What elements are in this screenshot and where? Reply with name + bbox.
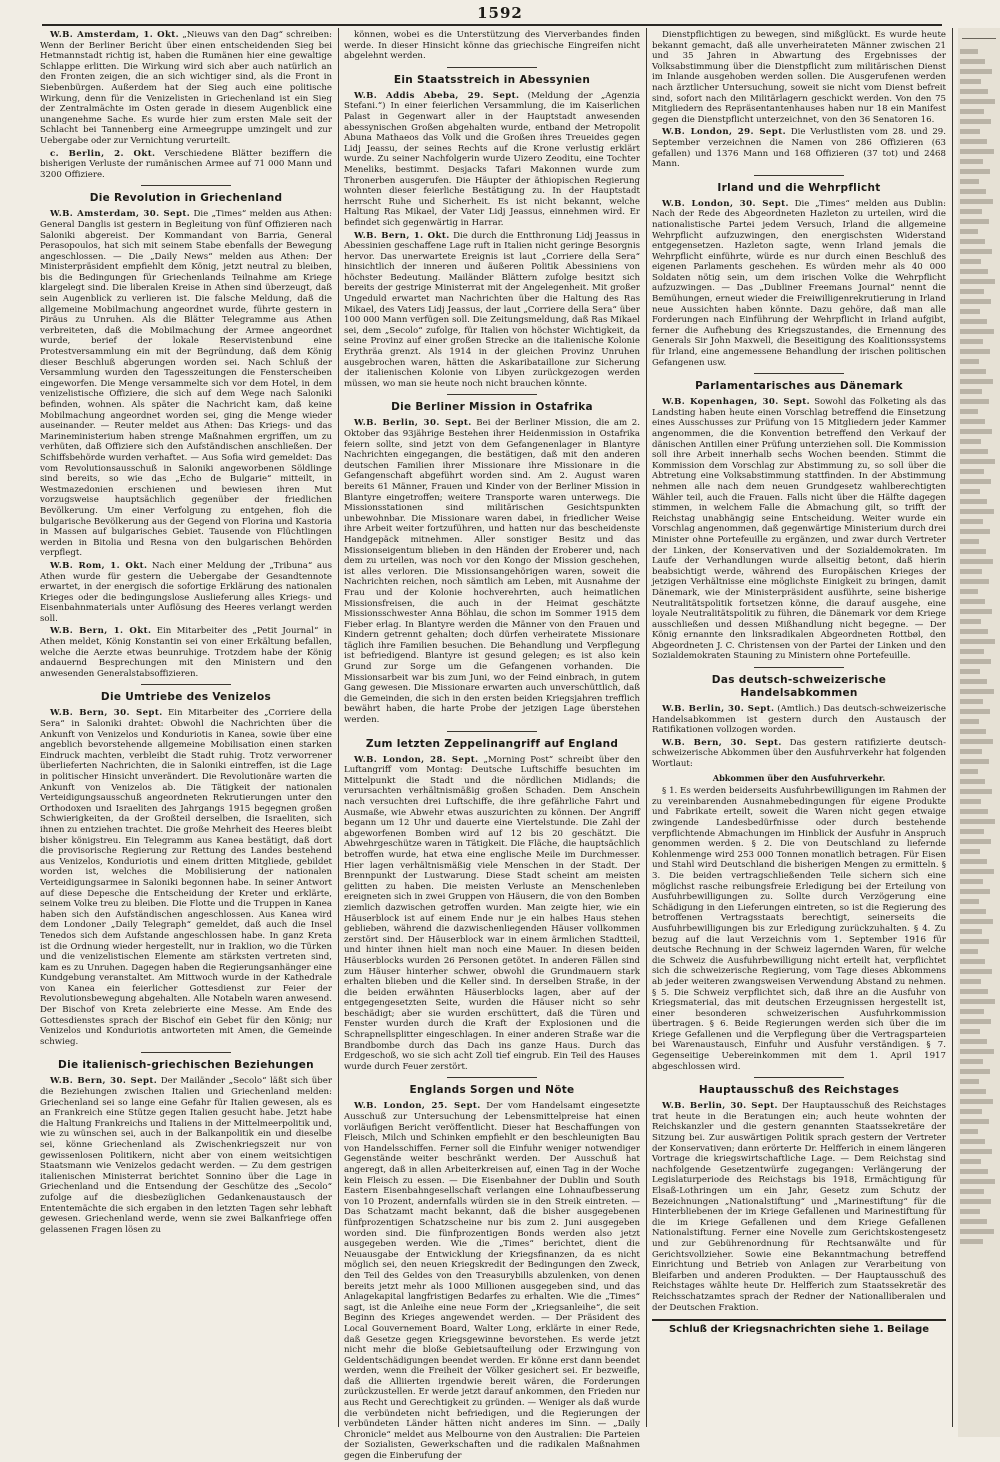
edge-line	[960, 1239, 983, 1244]
article-headline: Irland und die Wehrpflicht	[717, 181, 881, 194]
edge-line	[960, 979, 981, 984]
paragraph-text: (Meldung der „Agenzia Stefani.“) In einer feierlichen Versammlung, die im Kaiserlichen Palast in Gegenwart aller in der Hauptstadt anwesenden abessynischen Großen abgehalten wurde, entband der Metropolit Abuna Mathaeos das Volk und die Großen ihres Treueides gegen Lidj Jeassu, der seines Rechts auf die Krone verlustig erklärt wurde. Zu seiner Nachfolgerin wurde Uizero Zeoditu, eine Tochter Meneliks, bestimmt. Desjacks Tafari Makonnen wurde zum Thronerben ausgerufen. Die Häupter der äthiopischen Regierung wohnten dieser feierliche Bestätigung zu. In der Hauptstadt herrscht Ruhe und Sicherheit. Es ist nicht bekannt, welche Haltung Ras Mikael, der Vater Lidj Jeassus, einnehmen wird. Er befindet sich gegenwärtig in Harrar.	[344, 90, 640, 228]
article-paragraph	[344, 755, 640, 1073]
article-separator	[447, 394, 537, 395]
article-paragraph	[652, 127, 946, 169]
edge-line	[960, 729, 986, 734]
edge-line	[960, 369, 986, 374]
dateline: W.B. Addis Abeba, 29. Sept.	[354, 90, 520, 101]
edge-line	[960, 1149, 992, 1154]
dateline: W.B. London, 28. Sept.	[354, 754, 479, 765]
edge-line	[960, 679, 987, 684]
dateline: W.B. Amsterdam, 30. Sept.	[50, 209, 191, 220]
edge-line	[960, 219, 989, 224]
edge-line	[960, 819, 995, 824]
paragraph-text: Abkommen über den Ausfuhrverkehr.	[712, 772, 886, 783]
article-paragraph	[652, 397, 946, 662]
article-paragraph	[344, 231, 640, 390]
edge-line	[960, 149, 994, 154]
edge-line	[960, 259, 981, 264]
article	[344, 731, 640, 1073]
edge-line	[960, 119, 991, 124]
edge-line	[960, 789, 992, 794]
edge-line	[960, 879, 983, 884]
edge-line	[960, 299, 991, 304]
edge-line	[960, 379, 993, 384]
edge-line	[960, 609, 992, 614]
edge-line	[960, 1179, 995, 1184]
article-separator	[447, 1077, 537, 1078]
edge-line	[960, 909, 986, 914]
article-headline: Die italienisch-griechischen Beziehungen	[58, 1059, 314, 1072]
adjacent-page-edge	[958, 28, 1000, 1437]
edge-line	[960, 69, 992, 74]
edge-line	[960, 1099, 993, 1104]
article-headline: Die Revolution in Griechenland	[89, 192, 283, 205]
article-paragraph	[652, 704, 946, 736]
edge-line	[960, 319, 987, 324]
edge-line	[960, 359, 979, 364]
dateline: W.B. Kopenhagen, 30. Sept.	[662, 397, 811, 408]
dateline: W.B. London, 29. Sept.	[662, 127, 786, 138]
article	[344, 30, 640, 62]
edge-line	[960, 1049, 994, 1054]
dateline: W.B. Berlin, 30. Sept.	[662, 1101, 778, 1112]
edge-line	[960, 179, 979, 184]
paragraph-text: Bei der Berliner Mission, die am 2. Oktober das 93jährige Bestehen ihrer Heidenmission in Ostafrika feiern sollte, sind jetzt von dem Gefangenenlager in Blantyre Nachrichten eingegangen, die bestätigen, daß mit den anderen deutschen Familien ihrer Missionare ihre Missionare in die Gefangenschaft abgeführt worden sind. Am 2. August waren bereits 61 Männer, Frauen und Kinder von der Berliner Mission in Blantyre eingetroffen; weitere Transporte waren unterwegs. Die Missionsstationen sind militärischen Gesichtspunkten unbewohnbar. Die Missionare waren dabei, in friedlicher Weise ihre Arbeit weiter fortzuführen, und hatten nur das bescheidenste Handgepäck mitnehmen. Aller sonstiger Besitz und das Missionseigentum blieben in den Händen der Eroberer und, nach dem zu urteilen, was noch vor den Kongo der Mission geschehen, ist alles verloren. Die Missionsangehörigen waren, soweit die Nachrichten reichen, noch sämtlich am Leben, mit Ausnahme der Frau und der Kolonie hochverehrten, auch heimatlichen Missionsfreisen, die auch in der Heimat geschätzte Missionsschwester Anna Böhlau, die schon im Sommer 1915 dem Fieber erlag. In Blantyre werden die Männer von den Frauen und Kindern getrennt gehalten; doch dürfen verheiratete Missionare täglich ihre Familien besuchen. Die Behandlung und Verpflegung ist befriedigend. Blantyre ist gesund gelegen; es ist also kein Grund zur Sorge um die Gefangenen vorhanden. Die Missionsarbeit war bis zum Juni, wo der Feind einbrach, in gutem Gang gewesen. Die Missionare erwarten auch unverschüttlich, daß die Gemeinden, die sich in den ersten beiden Kriegsjahren trefflich bewährt haben, die harte Probe der jetzigen Lage überstehen werden.	[344, 418, 641, 726]
dateline: W.B. Bern, 1. Okt.	[50, 626, 152, 637]
dateline: W.B. Rom, 1. Okt.	[50, 560, 148, 571]
edge-line	[960, 709, 990, 714]
article-separator	[754, 667, 844, 668]
column-1	[40, 30, 332, 1427]
edge-line	[960, 699, 983, 704]
edge-line	[960, 859, 987, 864]
edge-line	[960, 1059, 983, 1064]
paragraph-text: Die „Times“ melden aus Dublin: Nach der Rede des Abgeordneten Hazleton zu urteilen, wird die nationalistische Partei jedem Versuch, Irland die allgemeine Wehrpflicht aufzuzwingen, den energischsten Widerstand entgegensetzen. Hazleton sagte, wenn Irland jemals die Wehrpflicht einführte, würde es nur durch einen Beschluß des eigenen Parlaments geschehen. Es würden mehr als 40 000 Soldaten nötig sein, um dem irischen Volke die Wehrpflicht aufzuzwingen. — Das „Dubliner Freemans Journal“ nennt die Bemühungen, erneut wieder die Freiwilligenrekrutierung in Irland neue Aussichten haben könnte. Dazu gehöre, daß man alle Forderungen nach Einführung der Wehrpflicht in Irland aufgibt, ferner die Aufhebung des Kriegszustandes, die Ernennung des Generals Sir John Maxwell, die Beseitigung des Koalitionssystems für Irland, eine angemessene Behandlung der irischen politischen Gefangenen usw.	[652, 198, 947, 368]
article	[652, 30, 946, 170]
edge-line	[960, 649, 984, 654]
edge-line	[960, 1189, 984, 1194]
paragraph-text: Die durch die Entthronung Lidj Jeassus in Abessinien geschaffene Lage ruft in Italien nicht geringe Besorgnis hervor. Das unerwartete Ereignis ist laut „Corriere della Sera“ hinsichtlich der inneren und äußeren Politik Abessiniens von höchster Bedeutung. Mailänder Blättern zufolge besitzt sich bereits der gestrige Ministerrat mit der Angelegenheit. Mit großer Ungeduld erwartet man Nachrichten über die Haltung des Ras Mikael, des Vaters Lidj Jeassus, der laut „Corriere della Sera“ über 100 000 Mann verfügen soll. Die Zeitungsmeldung, daß Ras Mikael sei, dem „Secolo“ zufolge, für Italien von höchster Wichtigkeit, da seine Provinz auf einer großen Strecke an die italienische Kolonie Erythräa grenzt. Als 1914 in der gleichen Provinz Unruhen ausgebrochen waren, hätten die Askaribataillone zur Sicherung der italienischen Kolonie von Libyen zurückgezogen werden müssen, wo man sie heute noch nicht brauchen könnte.	[344, 230, 641, 389]
edge-line	[960, 559, 993, 564]
edge-line	[960, 429, 992, 434]
edge-line	[960, 49, 978, 54]
article-paragraph	[652, 199, 946, 369]
article	[40, 30, 332, 180]
article	[652, 373, 946, 662]
paragraph-text: Der Mailänder „Secolo“ läßt sich über die Beziehungen zwischen Italien und Griechenland melden: Griechenland sei so lange eine Gefahr für Italien gewesen, als es an Frankreich eine Stütze gegen Italien gesucht habe. Jetzt habe die Haltung Frankreichs und Italiens in der Mittelmeerpolitik und, wie zu wünschen sei, auch in der Balkanpolitik ein und dieselbe sei, könne Griechenland als Zwischenkriegszeit nur von gewissenlosen Politikern, nicht aber von einem weitsichtigen Staatsmann wie Venizelos gedacht werden. — Zu dem gestrigen italienischen Ministerrat berichtet Sonnino über die Lage in Griechenland und die Entsendung der Geschütze des „Secolo“ zufolge auf die diesbezüglichen Gedankenaustausch der Ententemächte die sich ergaben in den letzten Tagen sehr lebhaft gewesen. Griechenland werde, wenn sie zwei Balkanfriege offen gelassenen Fragen lösen zu	[40, 1076, 332, 1235]
edge-line	[960, 1119, 989, 1124]
edge-line	[960, 999, 995, 1004]
edge-line	[960, 639, 995, 644]
edge-line	[960, 969, 992, 974]
edge-line	[960, 1019, 991, 1024]
edge-line	[960, 229, 978, 234]
edge-line	[960, 169, 990, 174]
dateline: W.B. Bern, 30. Sept.	[50, 1076, 158, 1087]
paragraph-text: Die „Times“ melden aus Athen: General Danglis ist gestern in Begleitung von fünf Offizieren nach Saloniki abgereist. Der Kommandant von Barria, General Perasopoulos, hat sich mit seinem Stabe ebenfalls der Bewegung angeschlossen. — Die „Daily News“ melden aus Athen: Der Ministerpräsident empfiehlt dem König, jetzt neutral zu bleiben, bis die Bedingungen für Griechenlands Teilnahme am Kriege klargelegt sind. Die liberalen Kreise in Athen sind überzeugt, daß sein Augenblick zu verlieren ist. Die falsche Meldung, daß die allgemeine Mobilmachung angeordnet wurde, führte gestern in Piräus zu Unruhen. Als die Blätter Telegramme aus Athen verbreiteten, daß die Mobilmachung der Armee angeordnet wurde, berief der lokale Reservistenbund eine Protestversammlung ein mit der Begründung, daß dem König dieser Beschluß abgerungen worden sei. Nach Schluß der Versammlung wurden den Tagesszeitungen die Fensterscheiben eingeworfen. Die Menge versammelte sich vor dem Hotel, in dem venizelistische Offiziere, die sich auf dem Wege nach Saloniki befinden, wohnen. Als später die Nachricht kam, daß keine Mobilmachung angeordnet worden sei, ging die Menge wieder auseinander. — Reuter meldet aus Athen: Das Kriegs- und das Marineministerium haben strenge Maßnahmen ergriffen, um zu verhüten, daß Offiziere sich den Aufständischen anschließen. Der Schiffsbehörde wurden verhaftet. — Aus Sofia wird gemeldet: Das vom Revolutionsausschuß in Saloniki angeworbenen Söldlinge sind bereits, so wie das „Echo de Bulgarie“ mitteilt, in Westmazedonien erschienen und bewiesen ihren Mut vorzugsweise hauptsächlich gegenüber der friedlichen Bevölkerung. Um einer Verfolgung zu entgehen, floh die bulgarische Bevölkerung aus der Gegend von Florina und Kastoria in Massen auf bulgarisches Gebiet. Tausende von Flüchtlingen werden in Bitolia und Resna von den bulgarischen Behörden verpflegt.	[40, 209, 332, 559]
article-headline: Die Umtriebe des Venizelos	[100, 691, 272, 704]
paragraph-text: Die Verlustlisten vom 28. und 29. September verzeichnen die Namen von 286 Offizieren (63 gefallen) und 1376 Mann und 168 Offizieren (37 tot) und 2468 Mann.	[652, 127, 946, 170]
continuation-note: Schluß der Kriegsnachrichten siehe 1. Beilage	[652, 1319, 946, 1336]
edge-line	[960, 339, 983, 344]
article-headline: Englands Sorgen und Nöte	[409, 1084, 575, 1097]
article-paragraph	[652, 786, 946, 1072]
paragraph-text: Dienstpflichtigen zu bewegen, sind mißglückt. Es wurde heute bekannt gemacht, daß alle unverheirateten Männer zwischen 21 und 35 Jahren in Abwartung des Ergebnisses der Volksabstimmung über die Dienstpflicht zum militärischen Dienst im Inlande ausgehoben werden sollen. Die Ausgerufenen werden nach ärztlicher Untersuchung, soweit sie nicht vom Dienst befreit sind, sofort nach den Militärlagern geschickt werden. Von den 75 Mitgliedern des Repräsentantenhauses haben nur 18 ein Manifest gegen die Dienstpflicht unterzeichnet, von den 36 Senatoren 16.	[652, 30, 946, 125]
edge-line	[960, 1219, 987, 1224]
dateline: W.B. Berlin, 30. Sept.	[354, 418, 472, 429]
article	[344, 67, 640, 390]
edge-line	[960, 389, 982, 394]
edge-rule	[962, 38, 996, 39]
edge-line	[960, 1199, 991, 1204]
edge-line	[960, 959, 985, 964]
edge-line	[960, 749, 982, 754]
article-separator	[141, 1052, 231, 1053]
edge-line	[960, 739, 993, 744]
edge-line	[960, 509, 994, 514]
dateline: W.B. Bern, 1. Okt.	[354, 230, 450, 241]
edge-line	[960, 1109, 982, 1114]
article-paragraph	[40, 149, 332, 181]
edge-line	[960, 929, 982, 934]
article-paragraph	[40, 209, 332, 559]
article-separator	[141, 684, 231, 685]
article-paragraph	[652, 30, 946, 125]
dateline: W.B. Bern, 30. Sept.	[662, 737, 782, 748]
article-paragraph	[40, 561, 332, 625]
edge-line	[960, 239, 985, 244]
paragraph-text: Ein Mitarbeiter des „Petit Journal“ in Athen meldet, König Konstantin sei von einer Erkältung befallen, welche die Aerzte etwas beunruhige. Trotzdem habe der König andauernd Besprechungen mit den Ministern und den anwesenden Generalstabsoffizieren.	[40, 626, 332, 679]
edge-line	[960, 1069, 990, 1074]
article	[652, 175, 946, 369]
paragraph-text: können, wobei es die Unterstützung des Vierverbandes finden werde. In dieser Hinsicht könne das griechische Eingreifen nicht abgelehnt werden.	[344, 30, 640, 62]
edge-line	[960, 489, 980, 494]
edge-line	[960, 449, 988, 454]
edge-line	[960, 479, 991, 484]
edge-line	[960, 1139, 985, 1144]
paragraph-text: „Nieuws van den Dag“ schreiben: Wenn der Berliner Bericht über einen entscheidenden Sieg bei Hetmannstadt richtig ist, haben die Rumänen hier eine gewaltige Schlappe erlitten. Die Wirkung wird sich aber auch natürlich an den Fronten zeigen, die an sich wichtiger sind, als die Front in Siebenbürgen. Außerdem hat der Sieg auch eine politische Wirkung, denn für die Venizelisten in Griechenland ist ein Sieg der Zentralmächte im Osten gerade in diesem Augenblick eine unangenehme Sache. Es wurde hier zum ersten Male seit der Schlacht bei Tannenberg eine Armeegruppe umzingelt und zur Uebergabe oder zur Vernichtung verurteilt.	[40, 30, 332, 146]
article-paragraph	[344, 1101, 640, 1461]
edge-line	[960, 349, 990, 354]
edge-line	[960, 1209, 980, 1214]
article	[344, 1077, 640, 1461]
edge-line	[960, 409, 978, 414]
paragraph-text: § 1. Es werden beiderseits Ausfuhrbewilligungen im Rahmen der zu vereinbarenden Ausnahmebedingungen für eigene Produkte und Fabrikate erteilt, soweit die Waren nicht gegen etwaige zwingende Landesbedürfnisse oder durch bestehende verpflichtende Abmachungen im Hinblick der Ausfuhr in Anspruch genommen werden. § 2. Die von Deutschland zu liefernde Kohlenmenge wird 253 000 Tonnen monatlich betragen. Für Eisen und Stahl wird Deutschland die bisherigen Mengen zu ermitteln. § 3. Die beiden vertragschließenden Teile sichern sich eine möglichst rasche reibungsfreie Erledigung bei der Erteilung von Ausfuhrbewilligungen zu. Sollte durch Verzögerung eine Schädigung in den Lieferungen eintreten, so ist die Regierung des betroffenen Vertragsstaats berechtigt, seinerseits die Ausfuhrbewilligungen bis zur Erledigung zurückzuhalten. § 4. Zu bezug auf die laut Verzeichnis vom 1. September 1916 für deutsche Rechnung in der Schweiz lagernden Waren, für welche die Schweiz die Ausfuhrbewilligung nicht erteilt hat, verpflichtet sich die schweizerische Regierung, vom Tage dieses Abkommens ab jeder weiteren zwangsweisen Verwendung Abstand zu nehmen. § 5. Die Schweiz verpflichtet sich, daß ihre an die Ausfuhr von Kriegsmaterial, das mit deutschen Erzeugnissen hergestellt ist, einer besonderen schweizerischen Ausfuhrkommission übertragen. § 6. Beide Regierungen werden sich über die im Kriege Gefallenen und die Verpflegung über die Vertragsparteien bei Warenaustausch, Einfuhr und Ausfuhr verständigen. § 7. Gegenseitige Uebereinkommen mit dem 1. April 1917 abgeschlossen wird.	[652, 786, 946, 1072]
dateline: W.B. Amsterdam, 1. Okt.	[50, 30, 180, 40]
article-paragraph	[40, 1076, 332, 1235]
paragraph-text: Ein Mitarbeiter des „Corriere della Sera“ in Saloniki drahtet: Obwohl die Nachrichten über die Ankunft von Venizelos und Konduriotis in Kanea, sowie über eine angeblich bevorstehende allgemeine Mobilisation einen starken Eindruck machten, verbleibt die Stadt ruhig. Trotz verworrener überlieferten Nachrichten, die in Saloniki eintreffen, ist die Lage in politischer Hinsicht unverändert. Die Revolutionäre warten die Ankunft von Venizelos ab. Die Tätigkeit der nationalen Verteidigungsausschuß angeordneten Rekrutierungen unter den Orthodoxen und Israeliten des Jahrgangs 1915 begegnen großen Schwierigkeiten, da der Großteil derselben, die Israeliten, sich ihnen zu entziehen trachtet. Die große Mehrheit des Heeres bleibt bisher königstreu. Ein Telegramm aus Kanea bestätigt, daß dort die provisorische Regierung zur Rettung des Landes bestehend aus Venizelos, Konduriotis und einem dritten Mitgliede, gebildet worden ist, welches die Mobilisierung der nationalen Verteidigungsarmee in Saloniki begonnen habe. In seiner Antwort auf diese Depesche die Entscheidung der Kreter und erklärte, seinem Volke treu zu bleiben. Die Flotte und die Truppen in Kanea haben sich den Aufständischen angeschlossen. Aus Kanea wird dem Londoner „Daily Telegraph“ gemeldet, daß auch die Insel Tenedos sich dem Aufstande angeschlossen habe. In ganz Kreta ist die Ordnung wieder hergestellt, nur in Iraklion, wo die Türken und die venizelistischen Elemente am stärksten vertreten sind, kam es zu Unruhen. Dagegen haben die Regierungsanhänger eine Kundgebung veranstaltet. Am Mittwoch wurde in der Kathedrale von Kanea ein feierlicher Gottesdienst zur Feier der Revolutionsbewegung abgehalten. Alle Notabeln waren anwesend. Der Bischof von Kreta zelebrierte eine Messe. Am Ende des Gottesdienstes sprach der Bischof ein Gebet für den König; nur Venizelos und Konduriotis antworteten mit Amen, die Gemeinde schwieg.	[40, 708, 332, 1047]
article	[652, 667, 946, 1072]
edge-line	[960, 329, 994, 334]
edge-line	[960, 869, 994, 874]
edge-line	[960, 459, 995, 464]
dateline: W.B. London, 30. Sept.	[662, 198, 789, 209]
column-divider	[952, 28, 953, 1427]
edge-line	[960, 849, 980, 854]
edge-line	[960, 139, 987, 144]
edge-line	[960, 899, 979, 904]
edge-line	[960, 1079, 979, 1084]
article-separator	[754, 175, 844, 176]
article-headline: Das deutsch-schweizerische Handelsabkommen	[711, 674, 887, 700]
edge-line	[960, 939, 989, 944]
edge-line	[960, 79, 981, 84]
edge-line	[960, 569, 982, 574]
article-paragraph	[344, 418, 640, 725]
article-separator	[754, 373, 844, 374]
edge-line	[960, 469, 984, 474]
edge-text-lines	[958, 49, 1000, 1244]
edge-line	[960, 519, 983, 524]
edge-line	[960, 1229, 994, 1234]
edge-line	[960, 629, 988, 634]
dateline: c. Berlin, 2. Okt.	[50, 148, 156, 159]
article	[40, 684, 332, 1047]
edge-line	[960, 759, 989, 764]
article-headline: Die Berliner Mission in Ostafrika	[391, 401, 593, 414]
paragraph-text: Der vom Handelsamt eingesetzte Ausschuß zur Untersuchung der Lebensmittelpreise hat einen vorläufigen Bericht veröffentlicht. Dieser hat Beschaffungen von Fleisch, Milch und Schinken empfiehlt er den beschleunigten Bau von Handelsschiffen. Ferner soll die Einfuhr weniger notwendiger Gegenstände weiter beschränkt werden. Der Ausschuß hat angeregt, daß in allen Arbeiterkreisen auf, einen Tag in der Woche kein Fleisch zu essen. — Die Eisenbahner der Dublin und South Eastern Eisenbahngesellschaft verlangen eine Lohnaufbesserung von 10 Prozent, andernfalls würden sie in den Streik eintreten. — Das Schatzamt macht bekannt, daß die bisher ausgegebenen fünfprozentigen Schatzscheine nur bis zum 2. Juni ausgegeben worden sind. Die fünfprozentigen Bonds werden also jetzt ausgegeben werden. Wie die „Times“ berichtet, dient die Neuausgabe der Entwicklung der Kriegsfinanzen, da es nicht möglich sei, den neuen Kriegskredit der Bedingungen den Zweck, den Teil des Geldes von den Treasurybills abzulenken, von denen bereits jetzt mehr als 1000 Millionen ausgegeben sind, und das Anlagekapital langfristigen Bedarfes zu erhalten. Wie die „Times“ sagt, ist die Anleihe eine neue Form der „Kriegsanleihe“, die seit Beginn des Krieges angewendet werden. — Der Präsident des Local Gouvernement Board, Walter Long, erklärte in einer Rede, daß Gesetze gegen Kriegsgewinne bevorstehen. Es werde jetzt nicht mehr die bloße Gebietsaufteilung oder Erzwingung von Geldentschädigungen beendet werden. Er könne erst dann beendet werden, wenn die Freiheit der Völker gesichert sei. Er bezweifle, daß die Alliierten irgendwie bereit wären, die Forderungen zurückzustellen. Er werde jetzt darauf ankommen, den Frieden nur aus Recht und Gerechtigkeit zu gründen. — Weniger als daß wurde die verbündeten nicht befriedigen, und die Regierungen der verbündeten Länder hätten nicht anderes im Sinn. — „Daily Chronicle“ meldet aus Melbourne von den Australien: Die Parteien der Sozialisten, Gewerkschaften und die radikalen Maßnahmen gegen die Einberufung der	[344, 1101, 641, 1462]
edge-line	[960, 989, 988, 994]
paragraph-text: Nach einer Meldung der „Tribuna“ aus Athen wurde für gestern die Uebergabe der Gesandtennote erwartet, in der energisch die sofortige Erklärung des nationalen Krieges oder die bedingungslose Auslieferung alles Kriegs- und Eisenbahnmaterials unter Auflösung des Heeres verlangt werden soll.	[40, 560, 332, 624]
column-divider	[338, 28, 339, 1427]
edge-line	[960, 399, 989, 404]
edge-line	[960, 659, 991, 664]
edge-line	[960, 669, 980, 674]
edge-line	[960, 949, 978, 954]
edge-line	[960, 129, 980, 134]
edge-line	[960, 89, 988, 94]
edge-line	[960, 809, 988, 814]
edge-line	[960, 199, 993, 204]
edge-line	[960, 599, 985, 604]
column-divider	[646, 28, 647, 1427]
edge-line	[960, 249, 992, 254]
edge-line	[960, 779, 985, 784]
edge-line	[960, 619, 981, 624]
article-separator	[447, 731, 537, 732]
edge-line	[960, 1129, 978, 1134]
edge-line	[960, 589, 978, 594]
edge-line	[960, 309, 980, 314]
article-paragraph	[40, 626, 332, 679]
column-2	[344, 30, 641, 1462]
edge-line	[960, 499, 987, 504]
dateline: W.B. Berlin, 30. Sept.	[662, 704, 775, 715]
edge-line	[960, 829, 984, 834]
edge-line	[960, 1029, 980, 1034]
paragraph-text: (Amtlich.) Das deutsch-schweizerische Handelsabkommen ist gestern durch den Austausch der Ratifikationen vollzogen worden.	[652, 704, 946, 736]
dateline: W.B. London, 25. Sept.	[354, 1101, 481, 1112]
edge-line	[960, 1089, 986, 1094]
edge-line	[960, 579, 989, 584]
article-paragraph	[652, 1101, 946, 1313]
edge-line	[960, 549, 986, 554]
article-paragraph	[652, 738, 946, 770]
edge-line	[960, 889, 990, 894]
paragraph-text: Der Hauptausschuß des Reichstages trat heute in die Beratungen ein; auch heute wohnten der Reichskanzler und die gestern genannten Staatssekretäre der Sitzung bei. Zur auswärtigen Politik sprach gestern der Vertreter der Konservativen; dann erörterte Dr. Helfferich in einem längeren Vortrage die kriegswirtschaftliche Lage. — Dem Reichstag sind nachfolgende Gesetzentwürfe zugegangen: Verlängerung der Legislaturperiode des Reichstags bis 1918, Ermächtigung für Elsaß-Lothringen um ein Jahr, Gesetz zum Schutz der Bezeichnungen „Nationalstiftung“ und „Marinestiftung“ für die Hinterbliebenen der im Kriege Gefallenen und Marinestiftung für die im Kriege Gefallenen und dem Kriege Gefallenen Nationalstiftung. Ferner eine Novelle zum Gerichtskostengesetz und zur Gebührenordnung für Rechtsanwälte und für Gerichtsvollzieher. Sowie eine Bekanntmachung betreffend Einrichtung und Betrieb von Anlagen zur Verarbeitung von Bleifarben und anderen Produkten. — Der Hauptausschuß des Reichstages wählte heute Dr. Helfferich zum Staatssekretär des Reichsschatzamtes sprach der Redner der Nationalliberalen und der Deutschen Fraktion.	[652, 1101, 946, 1313]
edge-line	[960, 529, 990, 534]
section-subheading	[652, 773, 946, 784]
edge-line	[960, 289, 984, 294]
edge-line	[960, 769, 978, 774]
edge-line	[960, 719, 979, 724]
edge-line	[960, 1159, 981, 1164]
edge-line	[960, 279, 995, 284]
article-paragraph	[344, 30, 640, 62]
article-paragraph	[344, 91, 640, 229]
edge-line	[960, 799, 981, 804]
article-separator	[447, 67, 537, 68]
article-headline: Zum letzten Zeppelinangriff auf England	[365, 737, 619, 750]
page-number: 1592	[477, 4, 523, 22]
article-paragraph	[40, 708, 332, 1047]
edge-line	[960, 269, 988, 274]
article-separator	[754, 1077, 844, 1078]
edge-line	[960, 159, 983, 164]
edge-line	[960, 59, 985, 64]
edge-line	[960, 1039, 987, 1044]
edge-line	[960, 919, 993, 924]
paragraph-text: „Morning Post“ schreibt über den Luftangriff vom Montag: Deutsche Luftschiffe besuchten im Mittelpunkt die Stadt und die nördlichen Midlands; die verursachten verhältnismäßig großen Schaden. Dem Anschein nach versuchten drei Luftschiffe, die ihre gefährliche Fahrt und Ausmaße, wie Abwehr etwas auszurichten zu können. Der Angriff begann um 12 Uhr und dauerte eine Viertelstunde. Die Zahl der abgeworfenen Bomben wird auf 12 bis 20 geschätzt. Die Abwehrgeschütze waren in Tätigkeit. Die Fläche, die hauptsächlich betroffen wurde, hat etwa eine englische Meile im Durchmesser. Hier lagen verhältnismäßig viele Menschen in der Stadt. Der Brennpunkt der Lustwarung. Diese Stadt scheint am meisten gelitten zu haben. Die meisten Verluste an Menschenleben ereigneten sich in zwei Gruppen von Häusern, die von den Bomben ziemlich dazwischen getroffen wurden. Man zeigte hier, wie ein Häuserblock ist auf einem Ende nur je ein halbes Haus stehen geblieben, während die dazwischenliegenden Häuser vollkommen zerstört sind. Der Häuserblock war in einem ärmlichen Stadtteil, und hinter ihnen hielt man noch eine Mauer. In diesen beiden Häuserblocks wurden 26 Personen getötet. In anderen Fällen sind zum Häuser hinterher schwer, obwohl die Grundmauern stark erhalten blieben und die Keller sind. In derselben Straße, in der die beiden erwähnten Häuserblocks lagen, aber auf der entgegengesetzten Seite, wurden die Häuser nicht so sehr beschädigt; aber sie wurden erschüttert, daß die Türen und Fenster wurden durch die Kraft der Explosionen und die Schrapnellsplitter eingeschlagen. In einer anderen Straße war die Brandbombe durch das Dach ins ganze Haus. Durch das Erdgeschoß, wo sie sich acht Zoll tief eingrub. Ein Teil des Hauses wurde durch Feuer zerstört.	[344, 754, 641, 1072]
edge-line	[960, 1169, 988, 1174]
article	[344, 394, 640, 725]
article	[40, 185, 332, 679]
edge-line	[960, 109, 984, 114]
article-headline: Ein Staatsstreich in Abessynien	[393, 73, 591, 86]
edge-line	[960, 1009, 984, 1014]
edge-line	[960, 99, 995, 104]
paragraph-text: Sowohl das Folketing als das Landsting haben heute einen Vorschlag betreffend die Einsetzung eines Ausschusses zur Prüfung von 15 Mitgliedern jeder Kammer angenommen, die die Konvention betreffend den Verkauf der dänischen Antillen einer Prüfung unterziehen soll. Die Kommission soll ihre Arbeit innerhalb sechs Wochen beenden. Stimmt die Kommission dem Vorschlag zur Abstimmung zu, so soll über die Abtretung eine Volksabstimmung stattfinden. In der Abstimmung nehmen alle nach dem neuen Grundgesetz wahlberechtigten Wähler teil, auch die Frauen. Falls nicht über die Hälfte dagegen stimmen, in welchem Falle die Abmachung gilt, so trifft der Reichstag unabhängig seine Entscheidung. Weiter wurde ein Vorschlag angenommen, daß gegenwärtige Ministerium durch drei Minister ohne Portefeuille zu ergänzen, und zwar durch Vertreter der Linken, der Konservativen und der Sozialdemokraten. Im Laufe der Verhandlungen wurde allseitig betont, daß hierin beabsichtigt werde, während des Europäischen Krieges der jetzigen Verhältnisse eine möglichste Einigkeit zu bringen, damit Dänemark, wie der Ministerpräsident ausführte, seine bisherige Neutralitätspolitik fortsetzen könne, die darauf ausgehe, eine loyale Neutralitätspolitik zu führen, die Dänemark vor dem Kriege ausschließen und dessen Mißhandlung nicht begegne. — Der König ernannte den linksradikalen Abgeordneten Rottbøl, den Abgeordneten J. C. Christensen von der Partei der Linken und den Sozialdemokraten Stauning zu Ministern ohne Portefeuille.	[652, 397, 946, 662]
article-paragraph	[40, 30, 332, 147]
article-headline: Hauptausschuß des Reichstages	[698, 1084, 900, 1097]
edge-line	[960, 189, 986, 194]
edge-line	[960, 439, 981, 444]
edge-line	[960, 209, 982, 214]
edge-line	[960, 689, 994, 694]
dateline: W.B. Bern, 30. Sept.	[50, 708, 163, 719]
column-3	[652, 30, 946, 1427]
paragraph-text: Das gestern ratifizierte deutsch-schweizerische Abkommen über den Ausfuhrverkehr hat folgenden Wortlaut:	[652, 737, 946, 770]
paragraph-text: Verschiedene Blätter beziffern die bisherigen Verluste der rumänischen Armee auf 71 000 Mann und 3200 Offiziere.	[40, 148, 332, 180]
article	[652, 1077, 946, 1313]
article-headline: Parlamentarisches aus Dänemark	[695, 380, 903, 393]
edge-line	[960, 839, 991, 844]
article-separator	[141, 185, 231, 186]
article	[40, 1052, 332, 1235]
edge-line	[960, 539, 979, 544]
edge-line	[960, 419, 985, 424]
header-rule	[42, 24, 942, 26]
